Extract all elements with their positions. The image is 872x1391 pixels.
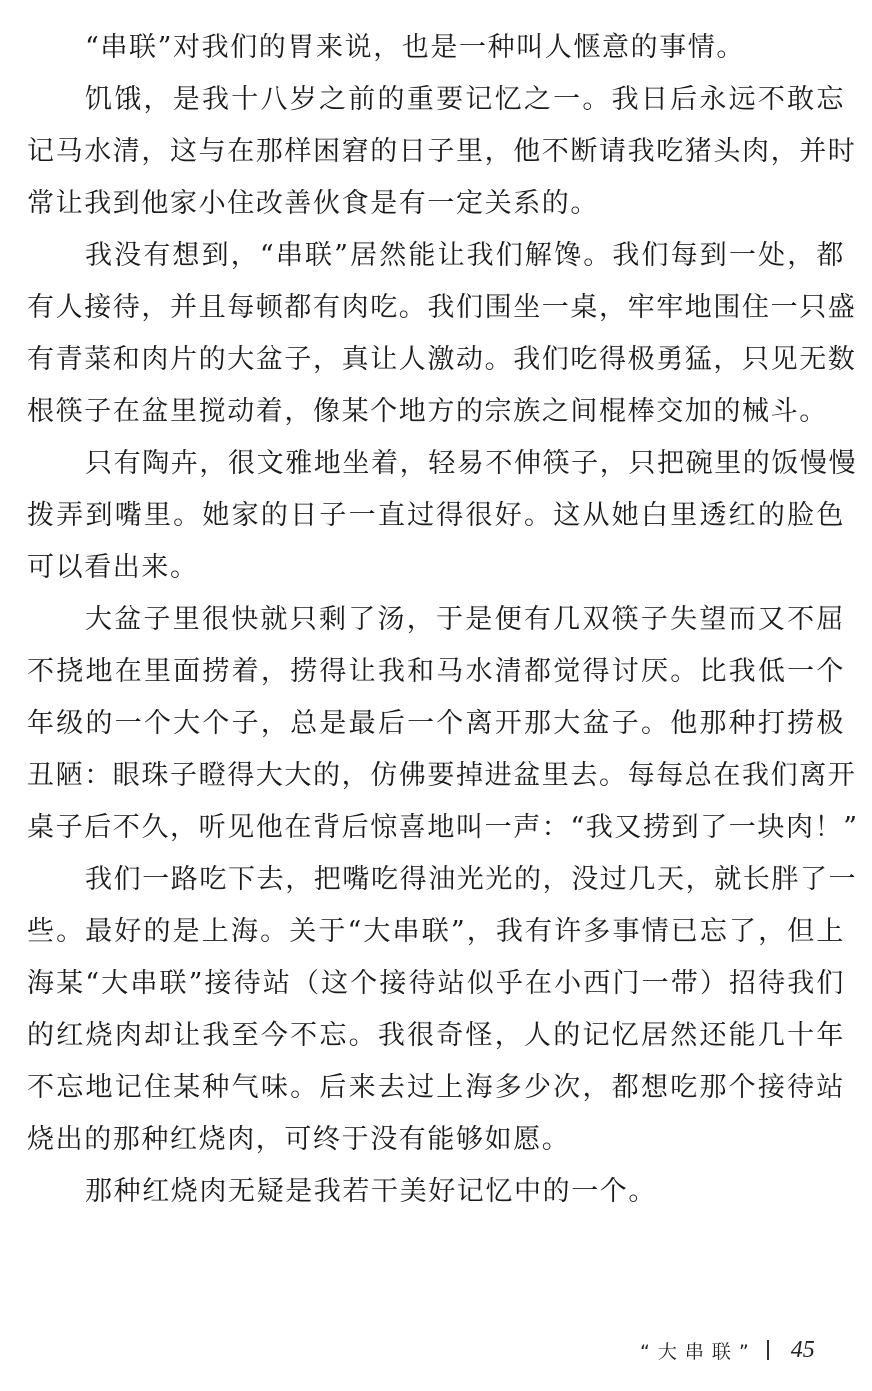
paragraph-line: 有青菜和肉片的大盆子，真让人激动。我们吃得极勇猛，只见无数 [27, 344, 857, 375]
page-footer [640, 1333, 815, 1367]
paragraph-line: 记马水清，这与在那样困窘的日子里，他不断请我吃猪头肉，并时 [27, 136, 857, 167]
paragraph-line: 大盆子里很快就只剩了汤，于是便有几双筷子失望而又不屈 [85, 604, 845, 635]
paragraph-line: 有人接待，并且每顿都有肉吃。我们围坐一桌，牢牢地围住一只盛 [27, 292, 857, 323]
footer-divider [767, 1340, 769, 1360]
paragraph-line: 年级的一个大个子，总是最后一个离开那大盆子。他那种打捞极 [27, 708, 845, 739]
paragraph-line: 拨弄到嘴里。她家的日子一直过得很好。这从她白里透红的脸色 [27, 500, 845, 531]
paragraph-line: 可以看出来。 [27, 552, 199, 583]
paragraph-line: 桌子后不久，听见他在背后惊喜地叫一声：“我又捞到了一块肉！” [27, 812, 859, 843]
paragraph-line: 我没有想到，“串联”居然能让我们解馋。我们每到一处，都 [85, 240, 845, 271]
paragraph-line: 海某“大串联”接待站（这个接待站似乎在小西门一带）招待我们 [27, 968, 845, 999]
body-text [27, 22, 859, 1218]
paragraph-line: 常让我到他家小住改善伙食是有一定关系的。 [27, 188, 599, 219]
paragraph-line: 那种红烧肉无疑是我若干美好记忆中的一个。 [85, 1176, 657, 1207]
paragraph-line: 只有陶卉，很文雅地坐着，轻易不伸筷子，只把碗里的饭慢慢 [85, 448, 858, 479]
paragraph-line: 丑陋：眼珠子瞪得大大的，仿佛要掉进盆里去。每每总在我们离开 [27, 760, 857, 791]
paragraph-line: 根筷子在盆里搅动着，像某个地方的宗族之间棍棒交加的械斗。 [27, 396, 828, 427]
paragraph-line: “串联”对我们的胃来说，也是一种叫人惬意的事情。 [85, 32, 746, 63]
paragraph-line: 我们一路吃下去，把嘴吃得油光光的，没过几天，就长胖了一 [85, 864, 858, 895]
paragraph-line: 些。最好的是上海。关于“大串联”，我有许多事情已忘了，但上 [27, 916, 845, 947]
page-number: 45 [790, 1336, 815, 1363]
paragraph-line: 不忘地记住某种气味。后来去过上海多少次，都想吃那个接待站 [27, 1072, 845, 1103]
paragraph-line: 烧出的那种红烧肉，可终于没有能够如愿。 [27, 1124, 571, 1155]
paragraph-line: 不挠地在里面捞着，捞得让我和马水清都觉得讨厌。比我低一个 [27, 656, 845, 687]
paragraph-line: 的红烧肉却让我至今不忘。我很奇怪，人的记忆居然还能几十年 [27, 1020, 845, 1051]
paragraph-line: 饥饿，是我十八岁之前的重要记忆之一。我日后永远不敢忘 [85, 84, 845, 115]
running-head: “大串联” [640, 1340, 757, 1363]
